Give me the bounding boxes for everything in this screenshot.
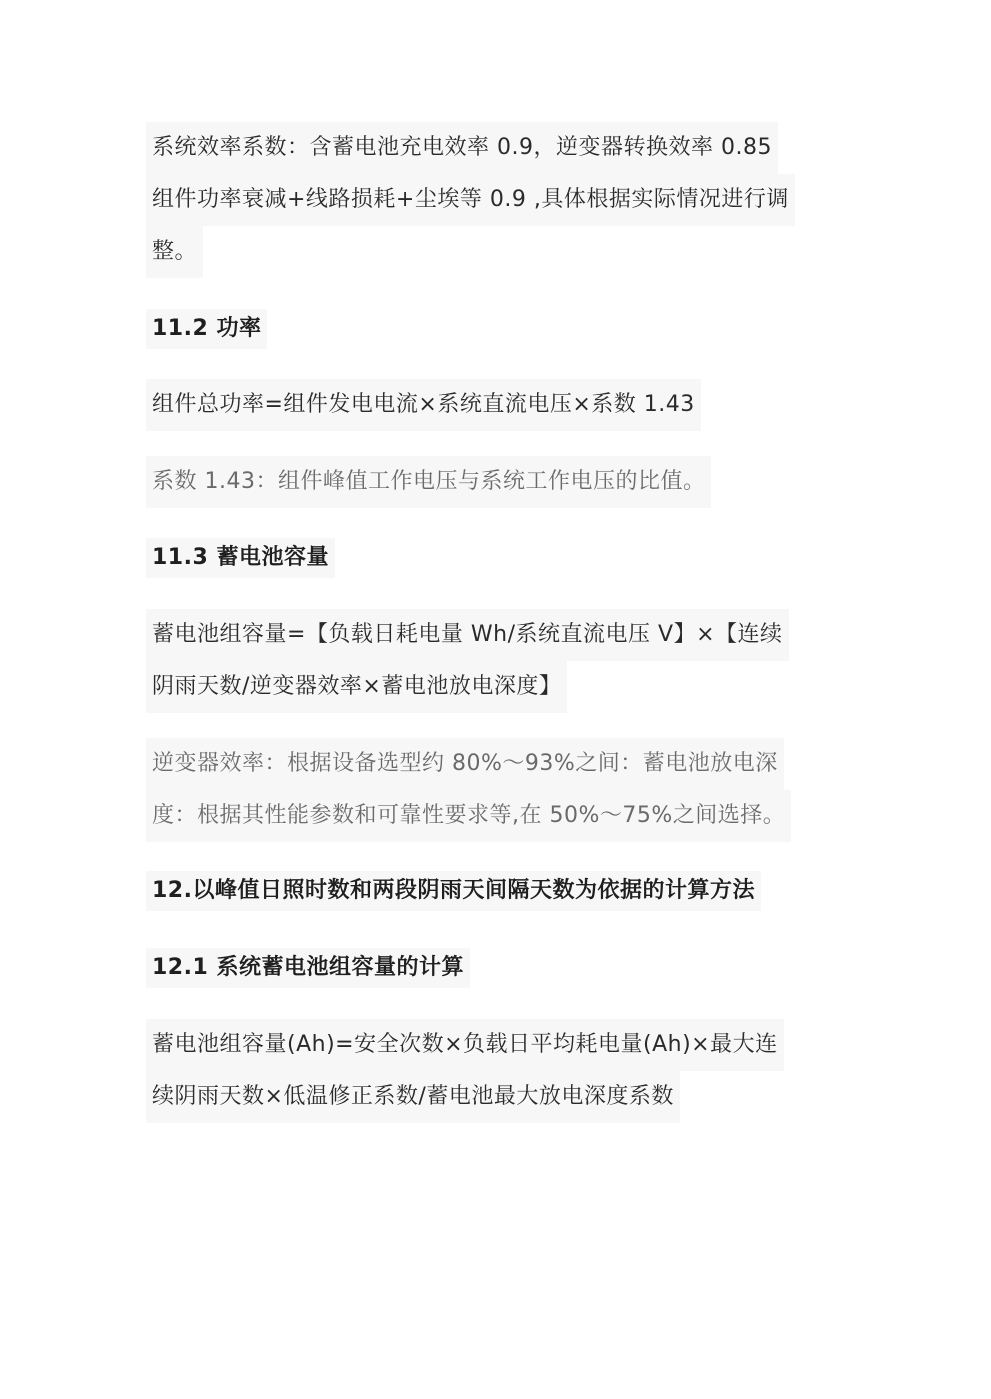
text-line: 续阴雨天数×低温修正系数/蓄电池最大放电深度系数 (146, 1071, 680, 1123)
section-heading-11-2 (146, 309, 267, 349)
text-line: 整。 (146, 226, 203, 278)
capacity-formula-paragraph (146, 1019, 784, 1123)
heading-text: 12.1 系统蓄电池组容量的计算 (146, 948, 470, 988)
text-line: 系数 1.43：组件峰值工作电压与系统工作电压的比值。 (146, 456, 711, 508)
heading-text: 11.2 功率 (146, 309, 267, 349)
heading-text: 12.以峰值日照时数和两段阴雨天间隔天数为依据的计算方法 (146, 871, 761, 911)
text-line: 系统效率系数：含蓄电池充电效率 0.9，逆变器转换效率 0.85 (146, 122, 778, 174)
battery-formula-paragraph (146, 609, 789, 713)
text-line: 阴雨天数/逆变器效率×蓄电池放电深度】 (146, 661, 567, 713)
text-line: 组件功率衰减+线路损耗+尘埃等 0.9 ,具体根据实际情况进行调 (146, 174, 795, 226)
inverter-note-paragraph (146, 738, 791, 842)
text-line: 蓄电池组容量=【负载日耗电量 Wh/系统直流电压 V】×【连续 (146, 609, 789, 661)
text-line: 度：根据其性能参数和可靠性要求等,在 50%～75%之间选择。 (146, 790, 791, 842)
text-line: 蓄电池组容量(Ah)=安全次数×负载日平均耗电量(Ah)×最大连 (146, 1019, 784, 1071)
coefficient-note-paragraph (146, 456, 711, 508)
section-heading-12 (146, 871, 761, 911)
section-heading-12-1 (146, 948, 470, 988)
efficiency-note-paragraph (146, 122, 795, 278)
text-line: 逆变器效率：根据设备选型约 80%～93%之间：蓄电池放电深 (146, 738, 784, 790)
heading-text: 11.3 蓄电池容量 (146, 538, 335, 578)
text-line: 组件总功率=组件发电电流×系统直流电压×系数 1.43 (146, 379, 701, 431)
power-formula-paragraph (146, 379, 701, 431)
section-heading-11-3 (146, 538, 335, 578)
